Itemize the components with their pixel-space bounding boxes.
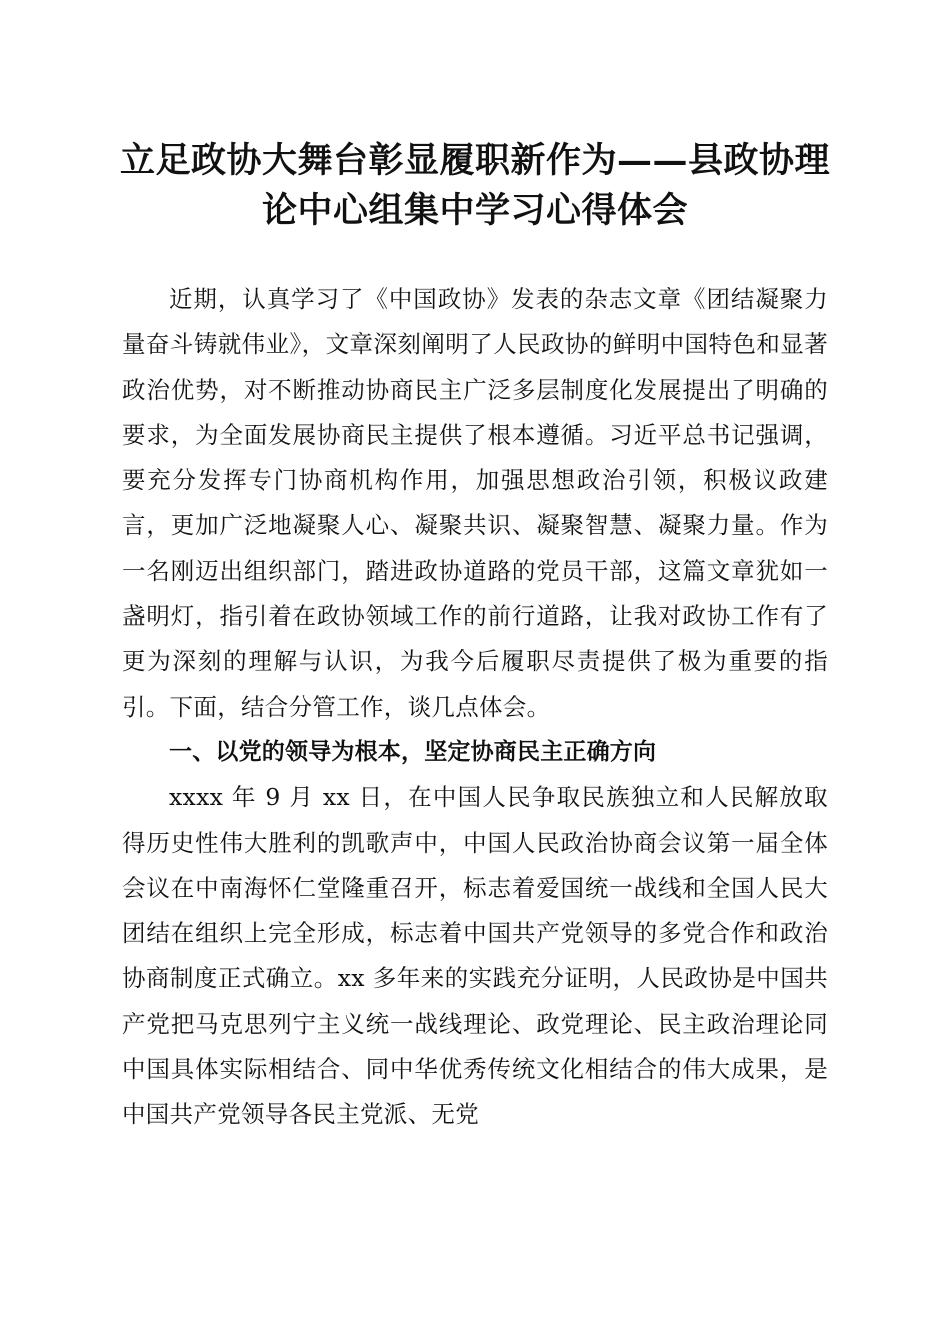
paragraph-intro: 近期，认真学习了《中国政协》发表的杂志文章《团结凝聚力量奋斗铸就伟业》，文章深刻阐明了人民政协的鲜明中国特色和显著政治优势，对不断推动协商民主广泛多层制度化发展提出了明确的要求，为全面发展协商民主提供了根本遵循。习近平总书记强调，要充分发挥专门协商机构作用，加强思想政治引领，积极议政建言，更加广泛地凝聚人心、凝聚共识、凝聚智慧、凝聚力量。作为一名刚迈出组织部门，踏进政协道路的党员干部，这篇文章犹如一盏明灯，指引着在政协领域工作的前行道路，让我对政协工作有了更为深刻的理解与认识，为我今后履职尽责提供了极为重要的指引。下面，结合分管工作，谈几点体会。 <box>122 285 828 721</box>
document-title <box>110 136 840 236</box>
title-line-1: 立足政协大舞台彰显履职新作为——县政协理 <box>119 140 830 181</box>
section-heading-1: 一、以党的领导为根本，坚定协商民主正确方向 <box>169 738 657 765</box>
title-line-2: 论中心组集中学习心得体会 <box>261 190 688 231</box>
paragraph-section-1: xxxx 年 9 月 xx 日，在中国人民争取民族独立和人民解放取得历史性伟大胜利的凯歌声中，中国人民政治协商会议第一届全体会议在中南海怀仁堂隆重召开，标志着爱国统一战线和全国人民大团结在组织上完全形成，标志着中国共产党领导的多党合作和政治协商制度正式确立。xx 多年来的实践充分证明，人民政协是中国共产党把马克思列宁主义统一战线理论、政党理论、民主政治理论同中国具体实际相结合、同中华优秀传统文化相结合的伟大成果，是中国共产党领导各民主党派、无党 <box>122 783 828 1129</box>
document-body <box>122 277 828 1138</box>
